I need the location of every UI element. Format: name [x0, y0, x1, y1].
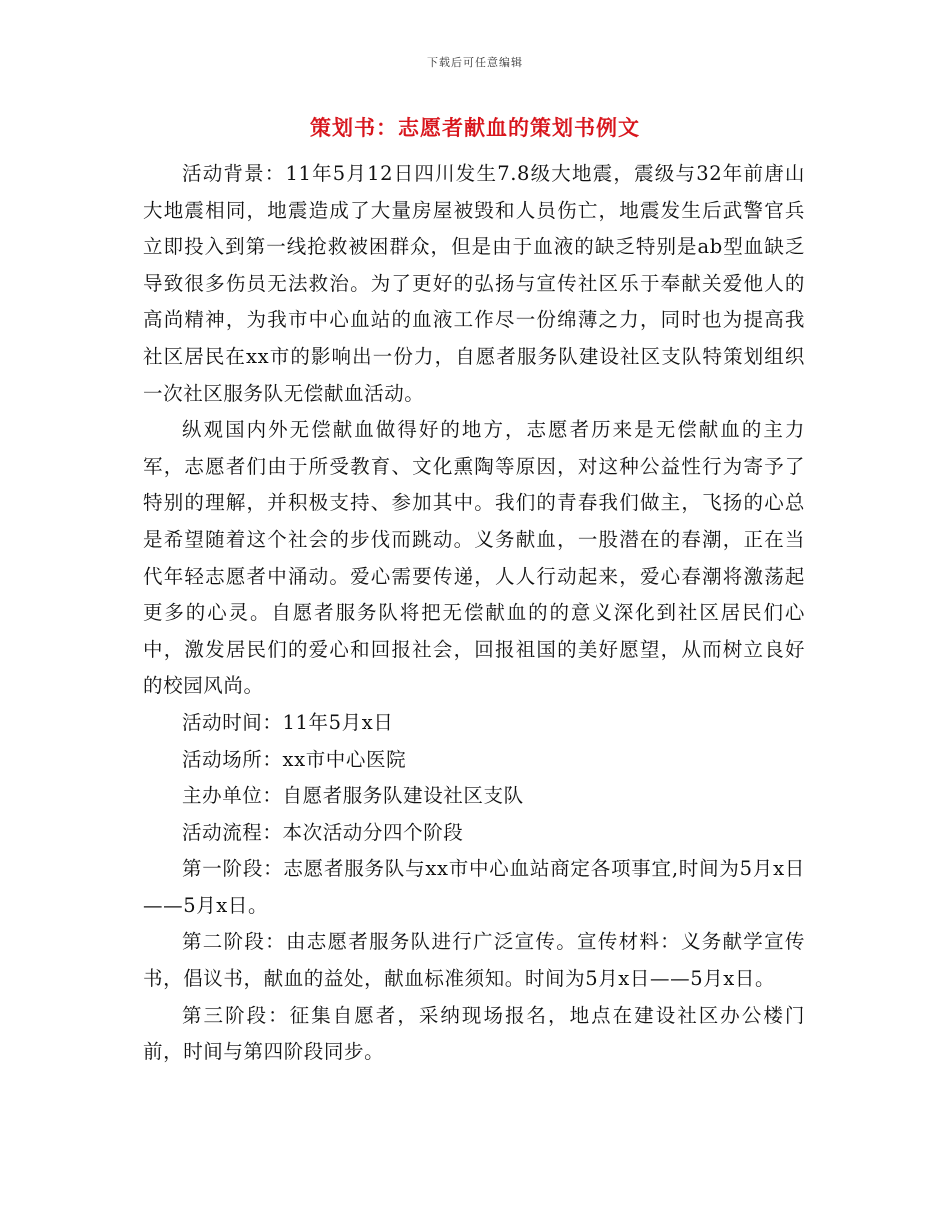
paragraph-stage-three: 第三阶段：征集自愿者，采纳现场报名，地点在建设社区办公楼门前，时间与第四阶段同步。 [143, 1003, 805, 1064]
paragraph-organizer: 主办单位：自愿者服务队建设社区支队 [182, 784, 524, 808]
paragraph-stage-one: 第一阶段：志愿者服务队与xx市中心血站商定各项事宜,时间为5月x日——5月x日。 [143, 857, 805, 917]
paragraph-activity-time: 活动时间：11年5月x日 [182, 710, 394, 734]
paragraph-volunteers: 纵观国内外无偿献血做得好的地方，志愿者历来是无偿献血的主力军，志愿者们由于所受教育、文化熏陶等原因，对这种公益性行为寄予了特别的理解，并积极支持、参加其中。我们的青春我们做主，飞扬的心总是希望随着这个社会的步伐而跳动。义务献血，一股潜在的春潮，正在当代年轻志愿者中涌动。爱心需要传递，人人行动起来，爱心春潮将激荡起更多的心灵。自愿者服务队将把无偿献血的的意义深化到社区居民们心中，激发居民们的爱心和回报社会，回报祖国的美好愿望，从而树立良好的校园风尚。 [143, 418, 805, 698]
document-title: 策划书：志愿者献血的策划书例文 [310, 115, 640, 140]
paragraph-activity-process: 活动流程：本次活动分四个阶段 [182, 820, 464, 844]
paragraph-activity-venue: 活动场所：xx市中心医院 [182, 747, 407, 771]
paragraph-stage-two: 第二阶段：由志愿者服务队进行广泛宣传。宣传材料：义务献学宣传书，倡议书，献血的益处，献血标准须知。时间为5月x日——5月x日。 [143, 930, 805, 991]
document-body [143, 156, 805, 1071]
header-note: 下载后可任意编辑 [427, 56, 523, 69]
paragraph-background: 活动背景：11年5月12日四川发生7.8级大地震，震级与32年前唐山大地震相同，地震造成了大量房屋被毁和人员伤亡，地震发生后武警官兵立即投入到第一线抢救被困群众，但是由于血液的缺乏特别是ab型血缺乏导致很多伤员无法救治。为了更好的弘扬与宣传社区乐于奉献关爱他人的高尚精神，为我市中心血站的血液工作尽一份绵薄之力，同时也为提高我社区居民在xx市的影响出一份力，自愿者服务队建设社区支队特策划组织一次社区服务队无偿献血活动。 [143, 162, 805, 405]
